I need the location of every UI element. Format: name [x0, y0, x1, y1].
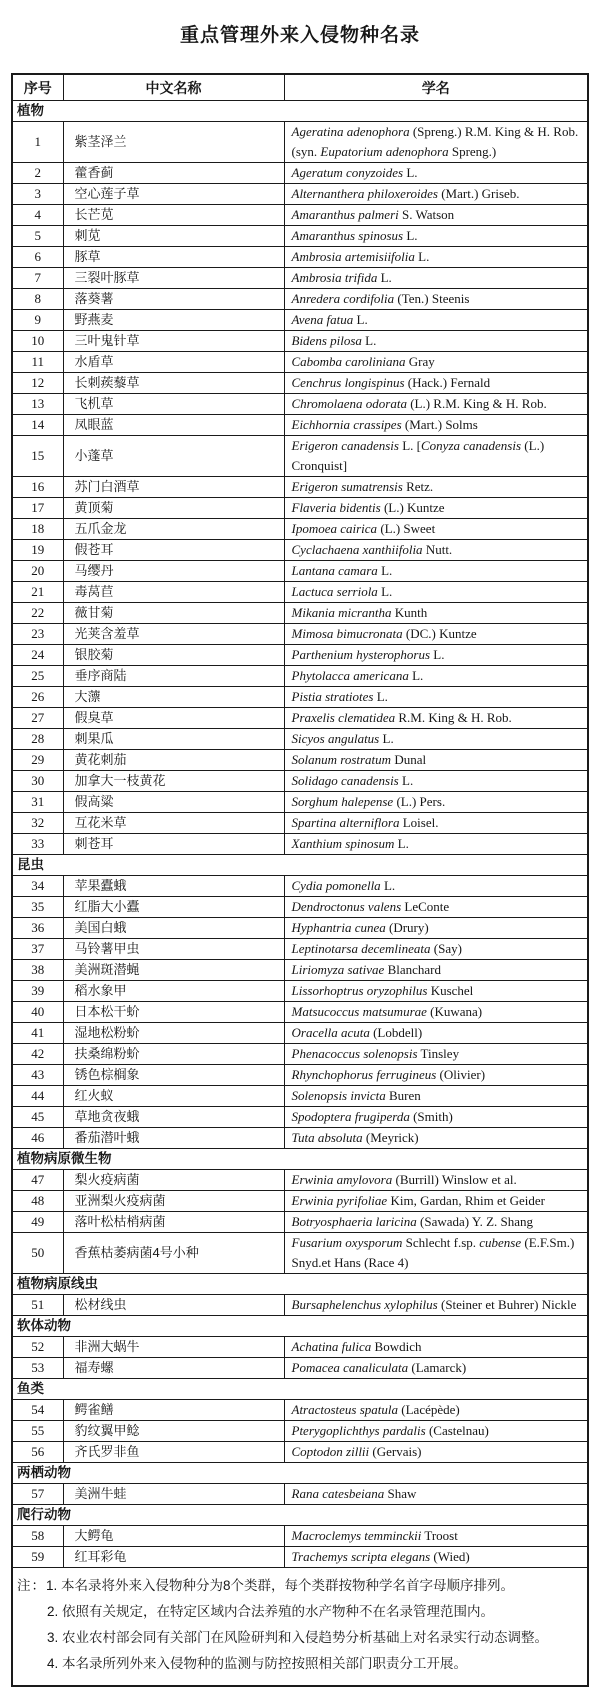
- chinese-name-cell: 苏门白酒草: [63, 477, 284, 498]
- scientific-name-cell: Coptodon zillii (Gervais): [284, 1442, 588, 1463]
- section-row: [12, 855, 588, 876]
- table-row: [12, 813, 588, 834]
- chinese-name-cell: 小蓬草: [63, 436, 284, 477]
- chinese-name-cell: 长芒苋: [63, 205, 284, 226]
- table-row: [12, 918, 588, 939]
- chinese-name-cell: 加拿大一枝黄花: [63, 771, 284, 792]
- table-row: [12, 897, 588, 918]
- header-row: [12, 74, 588, 101]
- scientific-name-cell: Xanthium spinosum L.: [284, 834, 588, 855]
- table-row: [12, 792, 588, 813]
- col-header-scientific-name: 学名: [284, 74, 588, 101]
- row-number-cell: 22: [12, 603, 63, 624]
- row-number-cell: 57: [12, 1484, 63, 1505]
- chinese-name-cell: 锈色棕榈象: [63, 1065, 284, 1086]
- table-row: [12, 603, 588, 624]
- chinese-name-cell: 毒莴苣: [63, 582, 284, 603]
- scientific-name-cell: Tuta absoluta (Meyrick): [284, 1128, 588, 1149]
- table-row: [12, 981, 588, 1002]
- species-table: [11, 73, 589, 1687]
- chinese-name-cell: 假臭草: [63, 708, 284, 729]
- chinese-name-cell: 苹果蠹蛾: [63, 876, 284, 897]
- scientific-name-cell: Hyphantria cunea (Drury): [284, 918, 588, 939]
- scientific-name-cell: Phytolacca americana L.: [284, 666, 588, 687]
- table-row: [12, 960, 588, 981]
- row-number-cell: 7: [12, 268, 63, 289]
- scientific-name-cell: Spartina alterniflora Loisel.: [284, 813, 588, 834]
- chinese-name-cell: 银胶菊: [63, 645, 284, 666]
- scientific-name-cell: Ambrosia trifida L.: [284, 268, 588, 289]
- chinese-name-cell: 非洲大蜗牛: [63, 1337, 284, 1358]
- col-header-serial: 序号: [12, 74, 63, 101]
- row-number-cell: 21: [12, 582, 63, 603]
- chinese-name-cell: 马缨丹: [63, 561, 284, 582]
- row-number-cell: 47: [12, 1170, 63, 1191]
- row-number-cell: 55: [12, 1421, 63, 1442]
- table-row: [12, 1337, 588, 1358]
- table-row: [12, 1421, 588, 1442]
- scientific-name-cell: Lactuca serriola L.: [284, 582, 588, 603]
- chinese-name-cell: 日本松干蚧: [63, 1002, 284, 1023]
- table-row: [12, 415, 588, 436]
- row-number-cell: 52: [12, 1337, 63, 1358]
- row-number-cell: 40: [12, 1002, 63, 1023]
- table-row: [12, 163, 588, 184]
- table-row: [12, 582, 588, 603]
- scientific-name-cell: Flaveria bidentis (L.) Kuntze: [284, 498, 588, 519]
- row-number-cell: 49: [12, 1212, 63, 1233]
- row-number-cell: 38: [12, 960, 63, 981]
- note-line-1: [17, 1573, 581, 1599]
- table-row: [12, 687, 588, 708]
- chinese-name-cell: 红火蚁: [63, 1086, 284, 1107]
- row-number-cell: 59: [12, 1547, 63, 1568]
- scientific-name-cell: Matsucoccus matsumurae (Kuwana): [284, 1002, 588, 1023]
- chinese-name-cell: 番茄潜叶蛾: [63, 1128, 284, 1149]
- scientific-name-cell: Amaranthus spinosus L.: [284, 226, 588, 247]
- chinese-name-cell: 豚草: [63, 247, 284, 268]
- scientific-name-cell: Rana catesbeiana Shaw: [284, 1484, 588, 1505]
- scientific-name-cell: Erigeron sumatrensis Retz.: [284, 477, 588, 498]
- table-row: [12, 876, 588, 897]
- row-number-cell: 3: [12, 184, 63, 205]
- scientific-name-cell: Bidens pilosa L.: [284, 331, 588, 352]
- row-number-cell: 39: [12, 981, 63, 1002]
- row-number-cell: 27: [12, 708, 63, 729]
- scientific-name-cell: Solenopsis invicta Buren: [284, 1086, 588, 1107]
- row-number-cell: 50: [12, 1233, 63, 1274]
- scientific-name-cell: Anredera cordifolia (Ten.) Steenis: [284, 289, 588, 310]
- chinese-name-cell: 大薸: [63, 687, 284, 708]
- page-title: 重点管理外来入侵物种名录: [179, 25, 420, 46]
- row-number-cell: 33: [12, 834, 63, 855]
- chinese-name-cell: 光荚含羞草: [63, 624, 284, 645]
- scientific-name-cell: Alternanthera philoxeroides (Mart.) Griseb.: [284, 184, 588, 205]
- table-row: [12, 1295, 588, 1316]
- notes-row: [12, 1568, 588, 1687]
- row-number-cell: 15: [12, 436, 63, 477]
- table-row: [12, 1484, 588, 1505]
- scientific-name-cell: Ageratina adenophora (Spreng.) R.M. King & H. Rob. (syn. Eupatorium adenophora Spreng.): [284, 122, 588, 163]
- scientific-name-cell: Sicyos angulatus L.: [284, 729, 588, 750]
- chinese-name-cell: 刺果瓜: [63, 729, 284, 750]
- scientific-name-cell: Trachemys scripta elegans (Wied): [284, 1547, 588, 1568]
- chinese-name-cell: 刺苍耳: [63, 834, 284, 855]
- chinese-name-cell: 湿地松粉蚧: [63, 1023, 284, 1044]
- chinese-name-cell: 黄花刺茄: [63, 750, 284, 771]
- note-text-1: 1. 本名录将外来入侵物种分为8个类群，每个类群按物种学名首字母顺序排列。: [46, 1578, 515, 1593]
- row-number-cell: 11: [12, 352, 63, 373]
- table-row: [12, 645, 588, 666]
- chinese-name-cell: 草地贪夜蛾: [63, 1107, 284, 1128]
- chinese-name-cell: 黄顶菊: [63, 498, 284, 519]
- row-number-cell: 6: [12, 247, 63, 268]
- section-label: 软体动物: [12, 1316, 588, 1337]
- row-number-cell: 30: [12, 771, 63, 792]
- row-number-cell: 9: [12, 310, 63, 331]
- table-row: [12, 624, 588, 645]
- row-number-cell: 28: [12, 729, 63, 750]
- section-label: 爬行动物: [12, 1505, 588, 1526]
- table-row: [12, 834, 588, 855]
- chinese-name-cell: 齐氏罗非鱼: [63, 1442, 284, 1463]
- table-row: [12, 666, 588, 687]
- chinese-name-cell: 长刺蒺藜草: [63, 373, 284, 394]
- row-number-cell: 8: [12, 289, 63, 310]
- scientific-name-cell: Solanum rostratum Dunal: [284, 750, 588, 771]
- chinese-name-cell: 豹纹翼甲鲶: [63, 1421, 284, 1442]
- row-number-cell: 4: [12, 205, 63, 226]
- scientific-name-cell: Chromolaena odorata (L.) R.M. King & H. Rob.: [284, 394, 588, 415]
- table-row: [12, 1086, 588, 1107]
- section-label: 植物病原线虫: [12, 1274, 588, 1295]
- chinese-name-cell: 水盾草: [63, 352, 284, 373]
- table-row: [12, 771, 588, 792]
- row-number-cell: 34: [12, 876, 63, 897]
- table-body: [12, 101, 588, 1568]
- section-row: [12, 1463, 588, 1484]
- scientific-name-cell: Mikania micrantha Kunth: [284, 603, 588, 624]
- table-row: [12, 352, 588, 373]
- chinese-name-cell: 扶桑绵粉蚧: [63, 1044, 284, 1065]
- row-number-cell: 24: [12, 645, 63, 666]
- scientific-name-cell: Erwinia pyrifoliae Kim, Gardan, Rhim et Geider: [284, 1191, 588, 1212]
- row-number-cell: 19: [12, 540, 63, 561]
- chinese-name-cell: 互花米草: [63, 813, 284, 834]
- table-row: [12, 1400, 588, 1421]
- table-row: [12, 122, 588, 163]
- chinese-name-cell: 香蕉枯萎病菌4号小种: [63, 1233, 284, 1274]
- chinese-name-cell: 梨火疫病菌: [63, 1170, 284, 1191]
- scientific-name-cell: Praxelis clematidea R.M. King & H. Rob.: [284, 708, 588, 729]
- note-line-3: 3. 农业农村部会同有关部门在风险研判和入侵趋势分析基础上对名录实行动态调整。: [47, 1630, 549, 1645]
- row-number-cell: 18: [12, 519, 63, 540]
- notes-section: [12, 1568, 588, 1687]
- row-number-cell: 12: [12, 373, 63, 394]
- row-number-cell: 32: [12, 813, 63, 834]
- table-row: [12, 1128, 588, 1149]
- scientific-name-cell: Liriomyza sativae Blanchard: [284, 960, 588, 981]
- scientific-name-cell: Botryosphaeria laricina (Sawada) Y. Z. Shang: [284, 1212, 588, 1233]
- section-label: 植物病原微生物: [12, 1149, 588, 1170]
- scientific-name-cell: Ambrosia artemisiifolia L.: [284, 247, 588, 268]
- chinese-name-cell: 野燕麦: [63, 310, 284, 331]
- row-number-cell: 48: [12, 1191, 63, 1212]
- table-row: [12, 561, 588, 582]
- table-row: [12, 436, 588, 477]
- scientific-name-cell: Lissorhoptrus oryzophilus Kuschel: [284, 981, 588, 1002]
- table-row: [12, 1526, 588, 1547]
- chinese-name-cell: 假高粱: [63, 792, 284, 813]
- table-row: [12, 1044, 588, 1065]
- section-row: [12, 1379, 588, 1400]
- section-row: [12, 1316, 588, 1337]
- row-number-cell: 56: [12, 1442, 63, 1463]
- note-line-4: 4. 本名录所列外来入侵物种的监测与防控按照相关部门职责分工开展。: [47, 1656, 468, 1671]
- row-number-cell: 54: [12, 1400, 63, 1421]
- chinese-name-cell: 福寿螺: [63, 1358, 284, 1379]
- scientific-name-cell: Erigeron canadensis L. [Conyza canadensis (L.) Cronquist]: [284, 436, 588, 477]
- table-row: [12, 1023, 588, 1044]
- row-number-cell: 31: [12, 792, 63, 813]
- chinese-name-cell: 松材线虫: [63, 1295, 284, 1316]
- table-row: [12, 394, 588, 415]
- scientific-name-cell: Phenacoccus solenopsis Tinsley: [284, 1044, 588, 1065]
- scientific-name-cell: Cyclachaena xanthiifolia Nutt.: [284, 540, 588, 561]
- scientific-name-cell: Parthenium hysterophorus L.: [284, 645, 588, 666]
- table-row: [12, 1065, 588, 1086]
- section-row: [12, 1505, 588, 1526]
- table-row: [12, 1358, 588, 1379]
- table-row: [12, 540, 588, 561]
- table-row: [12, 1547, 588, 1568]
- chinese-name-cell: 美洲牛蛙: [63, 1484, 284, 1505]
- section-row: [12, 101, 588, 122]
- row-number-cell: 36: [12, 918, 63, 939]
- table-row: [12, 1212, 588, 1233]
- chinese-name-cell: 空心莲子草: [63, 184, 284, 205]
- row-number-cell: 20: [12, 561, 63, 582]
- table-row: [12, 750, 588, 771]
- chinese-name-cell: 大鳄龟: [63, 1526, 284, 1547]
- row-number-cell: 5: [12, 226, 63, 247]
- row-number-cell: 44: [12, 1086, 63, 1107]
- scientific-name-cell: Oracella acuta (Lobdell): [284, 1023, 588, 1044]
- table-row: [12, 289, 588, 310]
- table-row: [12, 519, 588, 540]
- scientific-name-cell: Pterygoplichthys pardalis (Castelnau): [284, 1421, 588, 1442]
- table-row: [12, 1442, 588, 1463]
- row-number-cell: 37: [12, 939, 63, 960]
- row-number-cell: 10: [12, 331, 63, 352]
- row-number-cell: 13: [12, 394, 63, 415]
- scientific-name-cell: Pistia stratiotes L.: [284, 687, 588, 708]
- table-row: [12, 247, 588, 268]
- row-number-cell: 35: [12, 897, 63, 918]
- chinese-name-cell: 薇甘菊: [63, 603, 284, 624]
- row-number-cell: 43: [12, 1065, 63, 1086]
- row-number-cell: 17: [12, 498, 63, 519]
- table-row: [12, 1107, 588, 1128]
- chinese-name-cell: 藿香蓟: [63, 163, 284, 184]
- chinese-name-cell: 鳄雀鳝: [63, 1400, 284, 1421]
- scientific-name-cell: Dendroctonus valens LeConte: [284, 897, 588, 918]
- chinese-name-cell: 美国白蛾: [63, 918, 284, 939]
- scientific-name-cell: Amaranthus palmeri S. Watson: [284, 205, 588, 226]
- table-row: [12, 939, 588, 960]
- table-row: [12, 226, 588, 247]
- col-header-chinese-name: 中文名称: [63, 74, 284, 101]
- section-row: [12, 1149, 588, 1170]
- chinese-name-cell: 垂序商陆: [63, 666, 284, 687]
- row-number-cell: 46: [12, 1128, 63, 1149]
- scientific-name-cell: Solidago canadensis L.: [284, 771, 588, 792]
- chinese-name-cell: 三裂叶豚草: [63, 268, 284, 289]
- section-row: [12, 1274, 588, 1295]
- chinese-name-cell: 落葵薯: [63, 289, 284, 310]
- scientific-name-cell: Bursaphelenchus xylophilus (Steiner et Buhrer) Nickle: [284, 1295, 588, 1316]
- table-row: [12, 1170, 588, 1191]
- chinese-name-cell: 亚洲梨火疫病菌: [63, 1191, 284, 1212]
- scientific-name-cell: Cabomba caroliniana Gray: [284, 352, 588, 373]
- scientific-name-cell: Fusarium oxysporum Schlecht f.sp. cubense (E.F.Sm.) Snyd.et Hans (Race 4): [284, 1233, 588, 1274]
- chinese-name-cell: 三叶鬼针草: [63, 331, 284, 352]
- scientific-name-cell: Cydia pomonella L.: [284, 876, 588, 897]
- section-label: 鱼类: [12, 1379, 588, 1400]
- row-number-cell: 26: [12, 687, 63, 708]
- table-row: [12, 729, 588, 750]
- scientific-name-cell: Cenchrus longispinus (Hack.) Fernald: [284, 373, 588, 394]
- scientific-name-cell: Sorghum halepense (L.) Pers.: [284, 792, 588, 813]
- chinese-name-cell: 美洲斑潜蝇: [63, 960, 284, 981]
- section-label: 两栖动物: [12, 1463, 588, 1484]
- scientific-name-cell: Leptinotarsa decemlineata (Say): [284, 939, 588, 960]
- table-row: [12, 184, 588, 205]
- table-header: [12, 74, 588, 101]
- scientific-name-cell: Ipomoea cairica (L.) Sweet: [284, 519, 588, 540]
- row-number-cell: 23: [12, 624, 63, 645]
- table-row: [12, 498, 588, 519]
- row-number-cell: 2: [12, 163, 63, 184]
- scientific-name-cell: Achatina fulica Bowdich: [284, 1337, 588, 1358]
- table-row: [12, 310, 588, 331]
- chinese-name-cell: 马铃薯甲虫: [63, 939, 284, 960]
- scientific-name-cell: Spodoptera frugiperda (Smith): [284, 1107, 588, 1128]
- section-label: 植物: [12, 101, 588, 122]
- scientific-name-cell: Atractosteus spatula (Lacépède): [284, 1400, 588, 1421]
- row-number-cell: 25: [12, 666, 63, 687]
- table-row: [12, 1002, 588, 1023]
- row-number-cell: 1: [12, 122, 63, 163]
- scientific-name-cell: Eichhornia crassipes (Mart.) Solms: [284, 415, 588, 436]
- scientific-name-cell: Mimosa bimucronata (DC.) Kuntze: [284, 624, 588, 645]
- table-row: [12, 708, 588, 729]
- table-row: [12, 373, 588, 394]
- scientific-name-cell: Lantana camara L.: [284, 561, 588, 582]
- chinese-name-cell: 落叶松枯梢病菌: [63, 1212, 284, 1233]
- chinese-name-cell: 红脂大小蠹: [63, 897, 284, 918]
- scientific-name-cell: Ageratum conyzoides L.: [284, 163, 588, 184]
- row-number-cell: 53: [12, 1358, 63, 1379]
- section-label: 昆虫: [12, 855, 588, 876]
- chinese-name-cell: 飞机草: [63, 394, 284, 415]
- row-number-cell: 51: [12, 1295, 63, 1316]
- table-row: [12, 477, 588, 498]
- row-number-cell: 58: [12, 1526, 63, 1547]
- table-row: [12, 205, 588, 226]
- row-number-cell: 16: [12, 477, 63, 498]
- row-number-cell: 45: [12, 1107, 63, 1128]
- row-number-cell: 41: [12, 1023, 63, 1044]
- chinese-name-cell: 五爪金龙: [63, 519, 284, 540]
- notes-cell: [12, 1568, 588, 1687]
- note-line-2: 2. 依照有关规定，在特定区域内合法养殖的水产物种不在名录管理范围内。: [47, 1604, 495, 1619]
- table-row: [12, 331, 588, 352]
- scientific-name-cell: Rhynchophorus ferrugineus (Olivier): [284, 1065, 588, 1086]
- row-number-cell: 42: [12, 1044, 63, 1065]
- chinese-name-cell: 红耳彩龟: [63, 1547, 284, 1568]
- chinese-name-cell: 刺苋: [63, 226, 284, 247]
- row-number-cell: 29: [12, 750, 63, 771]
- scientific-name-cell: Pomacea canaliculata (Lamarck): [284, 1358, 588, 1379]
- scientific-name-cell: Erwinia amylovora (Burrill) Winslow et al.: [284, 1170, 588, 1191]
- table-row: [12, 268, 588, 289]
- chinese-name-cell: 紫茎泽兰: [63, 122, 284, 163]
- scientific-name-cell: Avena fatua L.: [284, 310, 588, 331]
- row-number-cell: 14: [12, 415, 63, 436]
- table-row: [12, 1233, 588, 1274]
- table-row: [12, 1191, 588, 1212]
- scientific-name-cell: Macroclemys temminckii Troost: [284, 1526, 588, 1547]
- chinese-name-cell: 假苍耳: [63, 540, 284, 561]
- chinese-name-cell: 稻水象甲: [63, 981, 284, 1002]
- notes-label: 注：: [17, 1578, 46, 1593]
- chinese-name-cell: 凤眼蓝: [63, 415, 284, 436]
